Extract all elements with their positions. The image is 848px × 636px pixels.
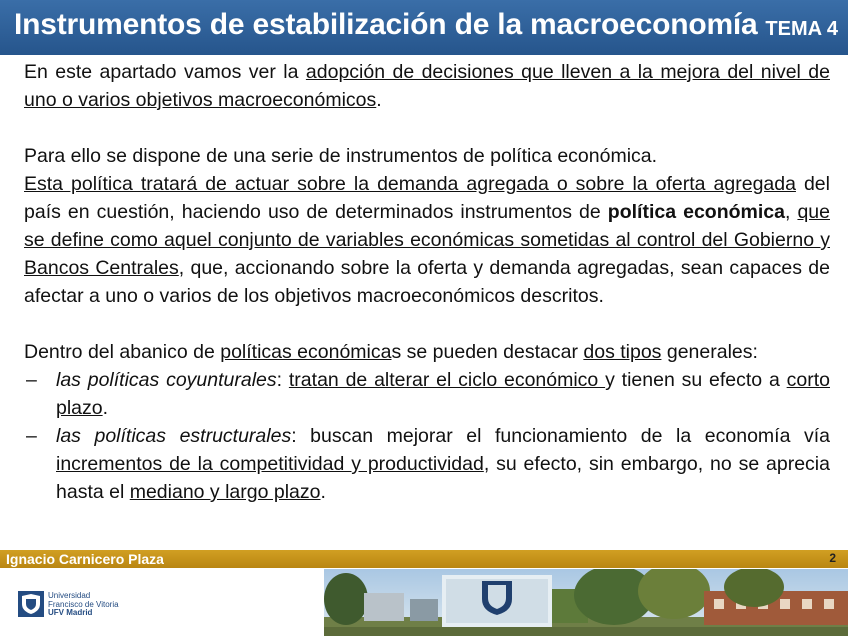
dash-bullet: –	[26, 425, 37, 447]
text-run: Para ello se dispone de una serie de instrumentos de política económica.	[24, 145, 658, 167]
logo-line: Universidad	[48, 591, 91, 600]
title-bar	[0, 0, 848, 55]
text-run: del país en cuestión, haciendo uso de determinados instrumentos de	[24, 173, 830, 223]
text-run: s se pueden destacar	[391, 341, 584, 363]
spacer	[24, 114, 830, 142]
text-run: En este apartado vamos ver la	[24, 61, 306, 83]
policy-types-list	[24, 366, 830, 506]
underlined-text: tratan de alterar el ciclo económico	[288, 369, 606, 391]
text-run: .	[320, 481, 326, 503]
text-run: ,	[784, 201, 798, 223]
text-run: y tienen su efecto a	[605, 369, 787, 391]
dash-bullet: –	[26, 369, 37, 391]
underlined-text: corto plazo	[56, 369, 830, 419]
text-run: , que, accionando sobre la oferta y demanda agregadas, sean capaces de afectar a uno o varios de los objetivos macroeconómicos descritos.	[24, 257, 830, 307]
underlined-text: Esta política tratará de actuar sobre la demanda agregada o sobre la oferta agregada	[24, 173, 796, 195]
text-run: .	[376, 89, 382, 111]
text-run: : buscan mejorar el funcionamiento de la economía vía	[291, 425, 830, 447]
italic-text: las políticas estructurales	[56, 425, 292, 447]
logo-text	[48, 592, 119, 618]
text-run: generales:	[661, 341, 758, 363]
underlined-text: mediano y largo plazo	[129, 481, 321, 503]
campus-photo-image	[324, 569, 848, 636]
ufv-shield-icon	[18, 591, 44, 617]
list-item	[24, 366, 830, 422]
underlined-text: que se define como aquel conjunto de variables económicas sometidas al control del Gobierno y Bancos Centrales	[24, 201, 830, 279]
logo-line: UFV Madrid	[48, 608, 93, 617]
list-item	[24, 422, 830, 506]
paragraph-intro	[24, 58, 830, 114]
text-run: .	[102, 397, 109, 419]
underlined-text: dos tipos	[583, 341, 662, 363]
underlined-text: incrementos de la competitividad y productividad	[56, 453, 484, 475]
underlined-text: políticas económica	[220, 341, 392, 363]
slide-title: Instrumentos de estabilización de la macroeconomía	[14, 8, 758, 41]
logo-line: Francisco de Vitoria	[48, 599, 119, 609]
spacer	[24, 310, 830, 338]
page-number: 2	[829, 551, 836, 565]
university-logo	[18, 589, 138, 623]
bold-text: política económica	[607, 201, 785, 223]
slide-content	[24, 58, 830, 506]
italic-text: las políticas coyunturales	[56, 369, 277, 391]
underlined-text: adopción de decisiones que lleven a la mejora del nivel de uno o varios objetivos macroeconómicos	[24, 61, 830, 111]
campus-photo	[324, 569, 848, 636]
paragraph-definition	[24, 170, 830, 310]
text-run: :	[276, 369, 289, 391]
author-name: Ignacio Carnicero Plaza	[6, 551, 164, 567]
paragraph-instruments	[24, 142, 830, 170]
footer-bar	[0, 550, 848, 568]
paragraph-types	[24, 338, 830, 366]
text-run: Dentro del abanico de	[24, 341, 221, 363]
tema-label: TEMA 4	[765, 18, 838, 40]
text-run: , su efecto, sin embargo, no se aprecia hasta el	[56, 453, 830, 503]
